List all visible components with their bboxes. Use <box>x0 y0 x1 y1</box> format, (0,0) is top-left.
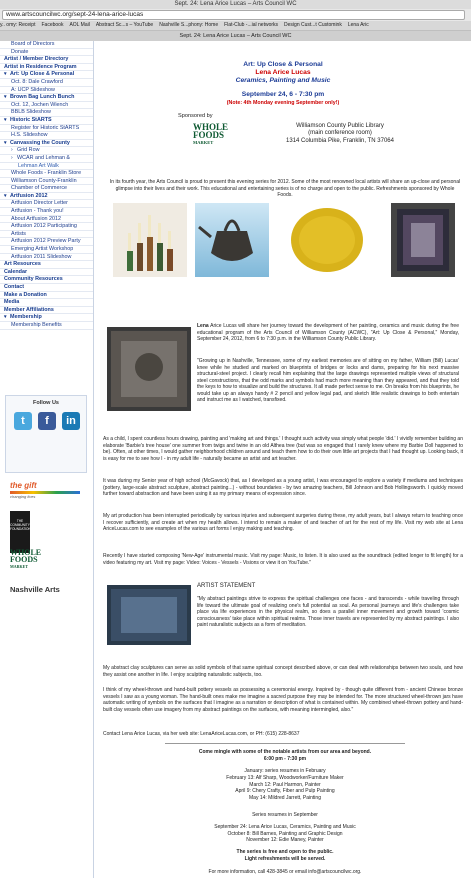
statement-paragraph-1: "My abstract paintings strive to express the spiritual challenges one faces - and transcends - while traveling through life toward the ultimate goal of realizing one's full potential as soul. As personal journeys and life's challenges take place via life experiences in the physical realm, so does a parallel inner movement and growth toward 'cosmic consciousness' take place within spiritual realms. Those inner travels are represented by my abstract paintings. I also paint naturalistic subjects as a form of meditation. <box>197 596 459 628</box>
chevron-icon: ▾ <box>4 192 7 199</box>
sidebar-item[interactable] <box>0 292 93 300</box>
bookmark-item[interactable]: AOL Mail <box>69 22 90 28</box>
sidebar-item[interactable] <box>0 178 93 186</box>
sidebar-item-label: Artfusion Director Letter <box>11 200 68 207</box>
statement-paragraph-3: I think of my wheel-thrown and hand-built pottery vessels as possessing a ceremonial energy. Inspired by - though quite different from - ancient Chinese bronze vessels I saw as a young woman. The hand-built ones make me imagine a sacred purpose they may be intended for. The more structured wheel-thrown jars have automatic writing of symbols on the surfaces that I imagine as a narration or description of what is contained within. My combined wheel-thrown pottery and hand-built clay vessels often use imagery from my abstract paintings on the surfaces, with meaning intermingled, also." <box>103 687 463 713</box>
chevron-icon: ▾ <box>4 116 7 123</box>
sidebar-item[interactable] <box>0 102 93 110</box>
sidebar-item[interactable] <box>0 71 93 79</box>
chevron-icon: › <box>11 147 13 154</box>
window-title: Sept. 24: Lena Arice Lucas – Arts Council WC <box>0 0 471 9</box>
statement-contact: Contact Lena Arice Lucas, via her web site: LenaAriceLucas.com, or PH: (615) 228-8637 <box>103 731 300 737</box>
sidebar-item-label: Art: Up Close & Personal <box>10 71 75 78</box>
chevron-icon: ▾ <box>4 139 7 146</box>
bookmark-item[interactable]: Facebook <box>41 22 64 28</box>
section-divider <box>165 743 405 744</box>
artist-name: Lena Arice Lucas <box>255 69 311 76</box>
yellow-platter-photo[interactable] <box>285 203 369 277</box>
sidebar-item[interactable] <box>0 299 93 307</box>
more-info: For more information, call 428-3845 or email info@artscouncilwc.org. <box>208 869 362 875</box>
bookmark-item[interactable]: Lena Aric <box>347 22 369 28</box>
sidebar-item-label: Williamson County-Franklin <box>11 177 77 184</box>
gift-logo-text: the gift <box>10 481 37 490</box>
winter-heading: January: series resumes in February <box>244 768 326 774</box>
bio-paragraph-4: My art production has been interrupted periodically by various injuries and subsequent surgeries during these, my adult years, but I always return to teaching once I recover sufficiently, and create art when my health allows. I intend to remain a maker of and teacher of art for the rest of my life. Visit my web site at Lena AriceLucas.com to see examples of the various art forms I enjoy making and teaching. <box>103 513 463 532</box>
gift-logo-tagline: changing lives <box>10 494 36 499</box>
gift-sponsor-logo[interactable] <box>10 481 80 511</box>
chevron-icon: › <box>11 154 13 161</box>
wf-sidebar-market: MARKET <box>10 564 28 569</box>
sponsored-by-label: Sponsored by <box>178 113 213 119</box>
follow-us-label: Follow Us <box>33 400 59 406</box>
sidebar-item-label: Grid Row <box>17 147 40 154</box>
sidebar-item-label: Community Resources <box>4 276 63 283</box>
sidebar-item-label: Whole Foods - Franklin Store <box>11 170 82 177</box>
sidebar-item-label: BBLB Slideshow <box>11 109 51 116</box>
sidebar-item[interactable] <box>0 269 93 277</box>
bio-paragraph-3: It was during my Senior year of high school (McGavock) that, as I developed as a young artist, I was encouraged to explore a variety if mediums and techniques (pottery, large-scale abstract sculpture, abstract painting...) - without boundaries - by two amazing teachers, Bill Johnson and Bob Hollingsworth. I quickly moved further toward abstraction and have been using it as my primary means of expression since. <box>103 478 463 497</box>
sidebar-item-label: Artist / Member Directory <box>4 56 69 63</box>
facebook-icon[interactable]: f <box>38 412 56 430</box>
venue-room: (main conference room) <box>308 130 372 136</box>
follow-us-box <box>5 395 87 473</box>
event-date: September 24, 6 - 7:30 pm <box>241 91 325 98</box>
wf-header-market: MARKET <box>193 140 214 145</box>
sidebar-item[interactable] <box>0 314 93 322</box>
summer-note: Series resumes in September <box>252 812 318 818</box>
refreshments-note: Light refreshments will be served. <box>244 856 326 862</box>
sidebar-item-label: Canvassing the County <box>10 139 70 146</box>
sidebar-item-label: Emerging Artist Workshop <box>11 246 74 253</box>
sidebar-item[interactable] <box>0 254 93 262</box>
bio-paragraph-1: "Growing up in Nashville, Tennessee, some of my earliest memories are of sitting on my father, William (Bill) Lucas' knee while he studied and marked on blueprints of bridges or locks and dams, preparing for his next massive structural-steel project. I clearly recall him explaining that the large drawings represented multiple views of structural steel constructions, that the odd marks and symbols had much more meaning than they appeared, and that they told the keys to how to visualize and build the structures. It all made perfect sense to me. On breaks from his blueprints, he would take up an always handy # 2 pencil and yellow legal pad, and sketch little realistic drawings to both entertain and instruct me as I watched, transfixed. <box>197 358 459 403</box>
sidebar-item[interactable] <box>0 109 93 117</box>
winter-event: April 9: Chery Crafty, Fiber and Pulp Painting <box>235 788 335 794</box>
sidebar-item-label: Member Affiliations <box>4 306 54 313</box>
event-subtitle: Ceramics, Painting and Music <box>235 77 331 84</box>
sidebar-item[interactable] <box>0 64 93 72</box>
whole-foods-sidebar-logo[interactable] <box>10 549 50 573</box>
bookmark-item[interactable]: Nashville S...phony: Home <box>159 22 219 28</box>
chevron-icon: ▾ <box>4 94 7 101</box>
sidebar-item[interactable] <box>0 79 93 87</box>
linkedin-icon[interactable]: in <box>62 412 80 430</box>
sidebar-item-label: Artfusion 2012 Preview Party <box>11 238 81 245</box>
sidebar-item-label: Donate <box>11 48 29 55</box>
nav-list <box>0 41 93 330</box>
sidebar-item[interactable] <box>0 246 93 254</box>
bio-lead <box>197 323 459 343</box>
sidebar-item-label: WCAR and Lehman & <box>17 154 71 161</box>
web-page <box>0 41 471 878</box>
sidebar-item-label: Artfusion 2011 Slideshow <box>11 253 72 260</box>
wf-sidebar-foods: FOODS <box>10 555 38 564</box>
sidebar-item[interactable] <box>0 200 93 208</box>
sidebar-item-label: Chamber of Commerce <box>11 185 68 192</box>
sidebar-item[interactable] <box>0 223 93 231</box>
sidebar-item-label: Board of Directors <box>11 41 55 47</box>
sidebar-item[interactable] <box>0 132 93 140</box>
wf-header-whole: WHOLE <box>193 122 229 132</box>
bookmark-item[interactable]: Abstract Sc...s – YouTube <box>95 22 154 28</box>
community-logo-text: THE COMMUNITY FOUNDATION <box>10 519 31 531</box>
venue-address: 1314 Columbia Pike, Franklin, TN 37064 <box>286 138 394 144</box>
url-field[interactable]: www.artscouncilwc.org/sept-24-lena-arice-lucas <box>2 10 465 20</box>
sidebar-item-label: Historic StARTS <box>10 116 52 123</box>
winter-event: March 12: Paul Harmon, Painter <box>249 781 321 788</box>
winter-event: February 13: Alf Sharp, Woodworker/Furniture Maker <box>226 775 344 781</box>
main-content <box>95 41 471 878</box>
venue-name: Williamson County Public Library <box>296 123 384 129</box>
sidebar-item[interactable] <box>0 163 93 171</box>
nashville-arts-text: Nashville Arts <box>10 585 60 594</box>
painting-photo[interactable] <box>391 203 455 277</box>
sidebar-item[interactable] <box>0 193 93 201</box>
sidebar-item-label: Brown Bag Lunch Bunch <box>10 94 75 101</box>
statement-artwork-photo[interactable] <box>107 585 191 645</box>
sidebar-item-label: Media <box>4 299 20 306</box>
sidebar-item[interactable] <box>0 155 93 163</box>
sidebar-item[interactable] <box>0 276 93 284</box>
wf-sidebar-whole: WHOLE <box>10 548 42 557</box>
sidebar-item-label: Oct. 12, Jochen Wiench <box>11 101 69 108</box>
sidebar-item[interactable] <box>0 147 93 155</box>
sidebar-item[interactable] <box>0 322 93 330</box>
fall-event: September 24: Lena Arice Lucas, Ceramics, Painting and Music <box>214 824 356 830</box>
sidebar-item[interactable] <box>0 41 93 49</box>
sidebar-item-label: Make a Donation <box>4 291 47 298</box>
chevron-icon: ▾ <box>4 71 7 78</box>
candlesticks-photo[interactable] <box>113 203 187 277</box>
sidebar-item-label: Oct. 8: Dale Crawford <box>11 78 63 85</box>
sidebar-item[interactable] <box>0 170 93 178</box>
winter-event: May 14: Mildred Jarrett, Painting <box>249 794 321 801</box>
sidebar-item[interactable] <box>0 216 93 224</box>
teapot-photo[interactable] <box>195 203 269 277</box>
sidebar-item-label: Contact <box>4 284 25 290</box>
bio-paragraph-5: Recently I have started composing 'New-Age' instrumental music. Visit my page: Music, to listen. It is also used as the soundtrack (edited longer to fit length) for a video featuring my art. Visit my page: Video: Voices - Vessels - Visions or view it on YouTube." <box>103 553 463 566</box>
bio-name: Lena <box>197 323 209 329</box>
sidebar-item-label: Lehman Art Walk <box>18 162 59 169</box>
sidebar-item[interactable] <box>0 284 93 292</box>
sidebar-item[interactable] <box>0 87 93 95</box>
sidebar-nav <box>0 41 94 878</box>
artist-portrait-photo[interactable] <box>107 327 191 411</box>
intro-paragraph: In its fourth year, the Arts Council is proud to present this evening series for 2012. Some of the most renowned local artists will share an up-close and personal glimpse into their lives and their work. This educational and entertaining series is of no charge and open to the public. Refreshments sponsored by Whole Foods. <box>109 179 461 198</box>
mingle-line-2: 6:00 pm - 7:30 pm <box>263 756 307 762</box>
sidebar-item[interactable] <box>0 238 93 246</box>
sidebar-item-label: Membership Benefits <box>11 321 62 328</box>
tab-strip <box>0 30 471 41</box>
bookmark-item[interactable]: Flat-Club -...ial networks <box>224 22 279 28</box>
address-bar-row <box>0 9 471 21</box>
mingle-line-1: Come mingle with some of the notable artists from our area and beyond. <box>198 749 372 755</box>
sidebar-item-label: Artfusion 2012 Participating <box>11 223 77 230</box>
sidebar-item[interactable] <box>0 231 93 239</box>
bio-paragraph-2: As a child, I spent countless hours drawing, painting and 'making art and things.' I thought such activity was simply what people 'did.' I vividly remember building an elaborate 'Barbie's tree house' one summer from twigs and twine in an old Althea tree (but was so engaged that I rarely knew where my Barbie Doll happened to be). Often, at other times, I would gather neighborhood children around and teach them how to do their own little art projects that I had thought up. Looking back, it is easy for me to see how I - in my adult life - naturally became an artist and art teacher. <box>103 436 463 462</box>
sidebar-item[interactable] <box>0 49 93 57</box>
sidebar-item[interactable] <box>0 185 93 193</box>
sidebar-item-label: Artfusion 2012 <box>10 192 48 199</box>
statement-paragraph-2: My abstract clay sculptures can serve as solid symbols of that same spiritual concept described above, or can deal with relationships between two souls, and how they assist one another in life. I enjoy sculpting naturalistic subjects, too. <box>103 665 463 678</box>
sidebar-item-label: Artist in Residence Program <box>4 63 77 70</box>
bookmark-item[interactable]: Design Cust...t Customink <box>284 22 342 28</box>
sidebar-item-label: Artists <box>11 230 26 237</box>
sidebar-item-label: A: UCP Slideshow <box>11 86 55 93</box>
sidebar-item[interactable] <box>0 208 93 216</box>
sidebar-item[interactable] <box>0 56 93 64</box>
sidebar-item-label: H.S. Slideshow <box>11 132 48 139</box>
sidebar-item-label: Artfusion - Thank you! <box>11 208 64 215</box>
date-note: (Note: 4th Monday evening September only!) <box>226 100 340 106</box>
statement-heading: ARTIST STATEMENT <box>197 583 256 589</box>
free-note: The series is free and open to the public. <box>236 849 334 855</box>
series-title: Art: Up Close & Personal <box>243 61 323 68</box>
sidebar-item[interactable] <box>0 140 93 148</box>
bookmark-item[interactable]: y.. omy: Receipt <box>0 22 36 28</box>
bookmarks-bar <box>0 21 471 30</box>
sidebar-item-label: Calendar <box>4 268 28 275</box>
community-foundation-logo[interactable] <box>10 511 30 553</box>
sidebar-item-label: Register for Historic StARTS <box>11 124 80 131</box>
sidebar-item[interactable] <box>0 94 93 102</box>
sidebar-item[interactable] <box>0 261 93 269</box>
whole-foods-header-logo[interactable] <box>193 123 233 155</box>
sidebar-item[interactable] <box>0 307 93 315</box>
fall-event: November 12: Edie Maney, Painter <box>246 837 324 843</box>
chevron-icon: ▾ <box>4 314 7 321</box>
nashville-arts-logo[interactable] <box>10 585 60 594</box>
sidebar-item[interactable] <box>0 117 93 125</box>
wf-header-foods: FOODS <box>193 130 225 140</box>
fall-event: October 8: Bill Barnes, Painting and Graphic Design <box>227 830 343 837</box>
sidebar-item-label: Art Resources <box>4 261 41 268</box>
tab-active[interactable]: Sept. 24: Lena Arice Lucas – Arts Council WC <box>0 31 471 41</box>
sidebar-item-label: Membership <box>10 314 42 321</box>
sidebar-item-label: About Artfusion 2012 <box>11 215 62 222</box>
twitter-icon[interactable]: t <box>14 412 32 430</box>
sidebar-item[interactable] <box>0 125 93 133</box>
bio-lead-text: Arice Lucas will share her journey toward the development of her painting, ceramics and music during the free educational program of the Arts Council of Williamson County (ACWC), "Art: Up Close & Personal," Monday, September 24, 2012, from 6 to 7:30 p.m. in the Williamson County Public Library. <box>197 323 459 342</box>
